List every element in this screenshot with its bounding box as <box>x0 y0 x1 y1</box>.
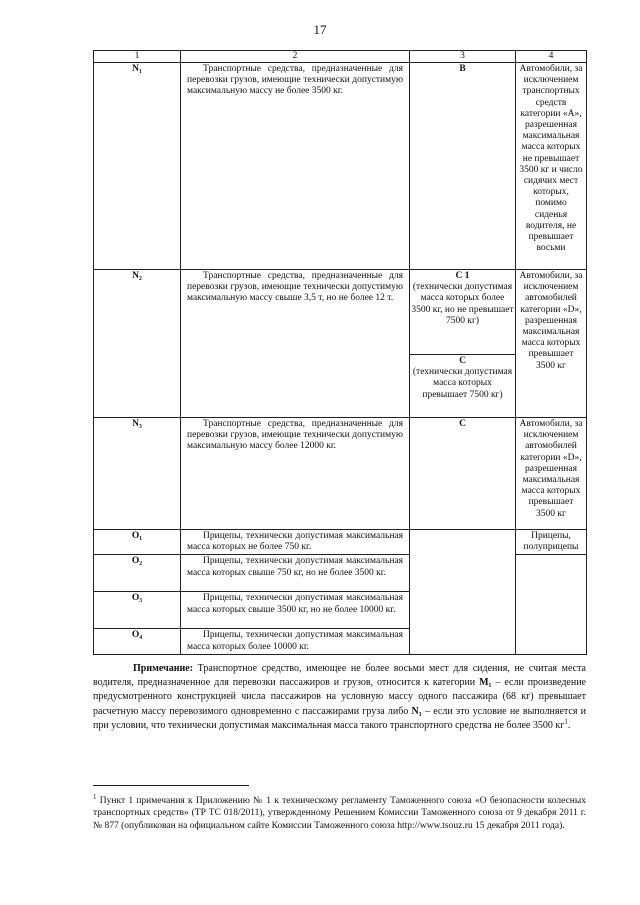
remark-end: . <box>567 719 571 731</box>
column-header-4: 4 <box>516 51 587 63</box>
table-row-n3 <box>94 418 587 530</box>
column-header-3: 3 <box>410 51 516 63</box>
category-description: Транспортные средства, предназначенные для перевозки грузов, имеющие технически допустимую максимальную массу не более 3500 кг. <box>181 63 410 270</box>
licence-category: C 1 (технически допустимая масса которых более 3500 кг, но не превышает 7500 кг) <box>410 270 516 355</box>
remark-label: Примечание: <box>133 663 194 674</box>
category-code: O₁ <box>94 530 181 555</box>
category-description: Прицепы, технически допустимая максимальная масса которых не более 750 кг. <box>181 530 410 555</box>
licence-note: Прицепы, полуприцепы <box>516 530 587 555</box>
licence-note: Автомобили, за исключением транспортных средств категории «А», разрешенная максимальная масса которых не превышает 3500 кг и число сидячих мест которых, помимо сиденья водителя, не превышает восьми <box>516 63 587 270</box>
licence-note: Автомобили, за исключением автомобилей категории «D», разрешенная максимальная масса которых превышает 3500 кг <box>516 418 587 530</box>
table-row-n2 <box>94 270 587 355</box>
category-code: N₃ <box>94 418 181 530</box>
footnote-reference: 1 <box>564 717 568 726</box>
footnote-divider <box>93 785 249 786</box>
licence-category: C (технически допустимая масса которых превышает 7500 кг) <box>410 355 516 418</box>
table-header-row <box>94 51 587 63</box>
category-code: O₄ <box>94 629 181 654</box>
remark-category-n1: N₁ <box>411 705 422 717</box>
category-code: O₂ <box>94 555 181 592</box>
licence-category-detail: (технически допустимая масса которых более 3500 кг, но не превышает 7500 кг) <box>411 282 514 326</box>
licence-note-empty <box>516 555 587 654</box>
category-description: Транспортные средства, предназначенные для перевозки грузов, имеющие технически допустимую максимальную массу свыше 3,5 т, но не более 12 т. <box>181 270 410 418</box>
vehicle-category-table <box>93 50 587 655</box>
footnote-text: Пункт 1 примечания к Приложению № 1 к техническому регламенту Таможенного союза «О безопасности колесных транспортных средств» (ТР ТС 018/2011), утвержденному Решением Комиссии Таможенного союза от 9 декабря 2011 г. № 877 (опубликован на официальном сайте Комиссии Таможенного союза http://www.tsouz.ru 15 декабря 2011 года). <box>93 796 586 831</box>
category-code: N₂ <box>94 270 181 418</box>
remark-text: – если это условие не выполняется и при условии, что технически допустимая максимальная масса такого транспортного средства не более 3500 кг <box>93 705 586 731</box>
category-description: Прицепы, технически допустимая максимальная масса которых свыше 750 кг, но не более 3500 кг. <box>181 555 410 592</box>
licence-category: B <box>410 63 516 270</box>
category-code: O₃ <box>94 592 181 629</box>
footnote <box>93 792 586 832</box>
table-row-n1 <box>94 63 587 270</box>
page-number: 17 <box>313 22 327 37</box>
remark-paragraph <box>93 662 586 733</box>
category-description: Прицепы, технически допустимая максимальная масса которых более 10000 кг. <box>181 629 410 654</box>
column-header-2: 2 <box>181 51 410 63</box>
footnote-marker: 1 <box>93 792 97 801</box>
remark-category-m1: M₁ <box>479 677 492 689</box>
category-code: N₁ <box>94 63 181 270</box>
remark-text: Транспортное средство, имеющее не более восьми мест для сидения, не считая места водителя, предназначенное для перевозки пассажиров и грузов, относится к категории <box>93 663 586 689</box>
column-header-1: 1 <box>94 51 181 63</box>
category-description: Прицепы, технически допустимая максимальная масса которых свыше 3500 кг, но не более 10000 кг. <box>181 592 410 629</box>
table-row-o1 <box>94 530 587 555</box>
licence-note: Автомобили, за исключением автомобилей категории «D», разрешенная максимальная масса которых превышает 3500 кг <box>516 270 587 418</box>
category-description: Транспортные средства, предназначенные для перевозки грузов, имеющие технически допустимую максимальную массу более 12000 кг. <box>181 418 410 530</box>
licence-category-detail: (технически допустимая масса которых превышает 7500 кг) <box>412 367 513 400</box>
remark-text: – если произведение предусмотренного конструкцией числа пассажиров на условную массу одного пассажира (68 кг) превышает расчетную массу перевозимого одновременно с пассажирами груза либо <box>93 677 586 717</box>
licence-category: C <box>410 418 516 530</box>
licence-category-empty <box>410 530 516 655</box>
